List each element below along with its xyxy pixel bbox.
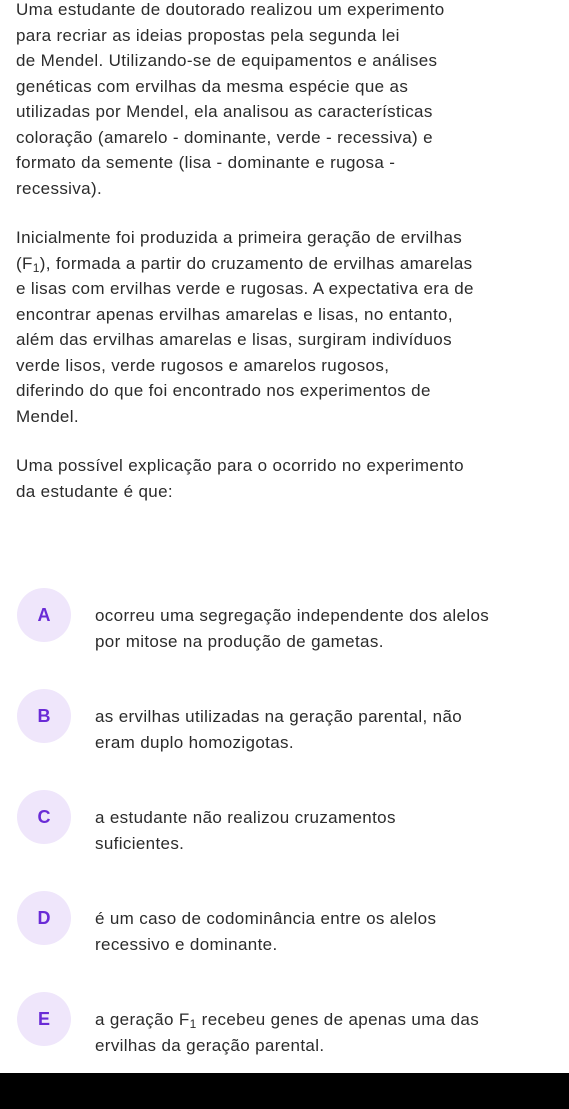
body-line: e lisas com ervilhas verde e rugosas. A expectativa era de [16,279,474,298]
intro-line: coloração (amarelo - dominante, verde - recessiva) e [16,127,433,147]
option-a[interactable] [17,588,557,689]
intro-line: utilizadas por Mendel, ela analisou as características [16,102,433,121]
system-navigation-bar [0,1073,569,1109]
intro-line: genéticas com ervilhas da mesma espécie que as [16,76,409,96]
question-content [16,0,556,528]
body-line: encontrar apenas ervilhas amarelas e lisas, no entanto, [16,304,453,324]
option-letter-badge[interactable]: D [17,891,71,945]
option-text[interactable]: ocorreu uma segregação independente dos alelos por mitose na produção de gametas. [95,606,490,651]
option-letter-badge[interactable]: A [17,588,71,642]
option-letter-badge[interactable]: E [17,992,71,1046]
option-text[interactable]: é um caso de codominância entre os alelos recessivo e dominante. [95,909,437,954]
body-line: além das ervilhas amarelas e lisas, surgiram indivíduos [16,330,452,349]
prompt-line: da estudante é que: [16,481,173,501]
intro-line: Uma estudante de doutorado realizou um experimento [16,0,445,19]
body-line: Mendel. [16,406,79,426]
option-text[interactable]: as ervilhas utilizadas na geração parental, não eram duplo homozigotas. [95,707,463,752]
option-text[interactable]: a geração $F_1$ recebeu genes de apenas uma das ervilhas da geração parental. [95,1010,480,1055]
intro-line: recessiva). [16,178,103,198]
intro-line: formato da semente (lisa - dominante e rugosa - [16,153,396,172]
subscript: 1 [32,260,40,275]
body-line: verde lisos, verde rugosos e amarelos rugosos, [16,355,390,375]
body-line: Inicialmente foi produzida a primeira geração de ervilhas [16,228,463,247]
intro-line: de Mendel. Utilizando-se de equipamentos e análises [16,51,438,70]
subscript: 1 [189,1017,197,1031]
question-body [16,225,556,429]
option-letter-badge[interactable]: B [17,689,71,743]
prompt-line: Uma possível explicação para o ocorrido no experimento [16,456,464,475]
body-line: diferindo do que foi encontrado nos experimentos de [16,381,431,400]
question-prompt [16,453,556,504]
option-d[interactable] [17,891,557,992]
question-intro [16,0,556,201]
answer-options [17,588,557,1093]
option-text[interactable]: a estudante não realizou cruzamentos suficientes. [95,808,396,853]
option-b[interactable] [17,689,557,790]
option-letter-badge[interactable]: C [17,790,71,844]
option-c[interactable] [17,790,557,891]
body-line: $(F_1)$, formada a partir do cruzamento de ervilhas amarelas [16,253,473,275]
intro-line: para recriar as ideias propostas pela segunda lei [16,25,400,45]
